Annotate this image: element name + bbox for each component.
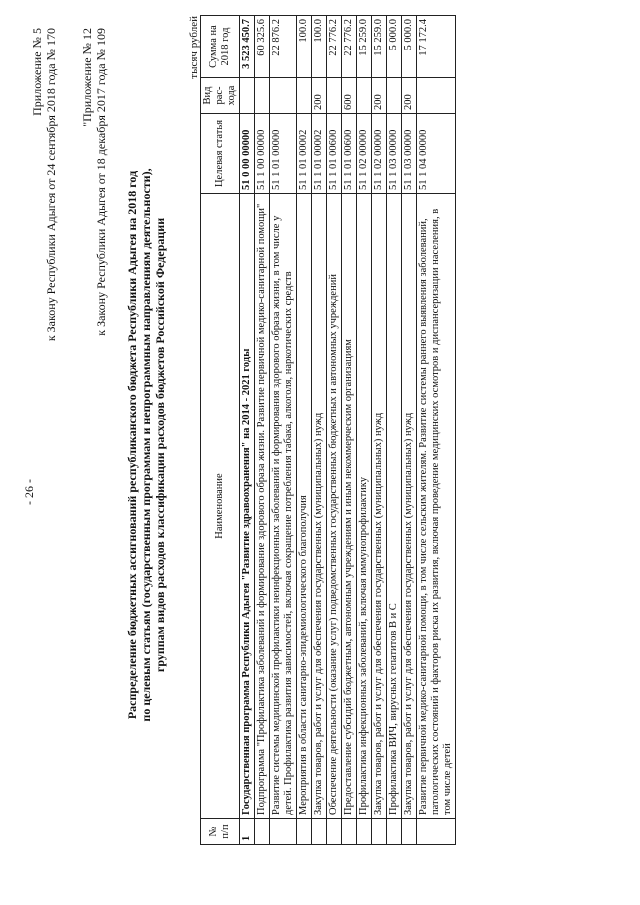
cell-sum: 5 000.0 — [402, 16, 417, 78]
cell-sum: 22 776.2 — [342, 16, 357, 78]
table-row — [417, 16, 456, 845]
cell-expense: 200 — [312, 78, 327, 114]
table-row — [357, 16, 372, 845]
cell-name: Обеспечение деятельности (оказание услуг) подведомственных государственных бюджетных и автономных учреждений — [327, 194, 342, 819]
table-row — [342, 16, 357, 845]
appendix-header — [30, 28, 58, 341]
cell-number — [270, 819, 297, 845]
cell-expense: 200 — [372, 78, 387, 114]
column-header-name: Наименование — [201, 194, 240, 819]
cell-sum: 15 259.0 — [357, 16, 372, 78]
column-header-target: Целевая статья — [201, 114, 240, 194]
cell-sum: 3 523 450.7 — [240, 16, 255, 78]
cell-sum: 100.0 — [312, 16, 327, 78]
table-row — [387, 16, 402, 845]
title-line: по целевым статьям (государственным программам и непрограммным направлениям деятельности), — [139, 168, 153, 722]
table-row — [240, 16, 255, 845]
cell-expense — [297, 78, 312, 114]
cell-name: Мероприятия в области санитарно-эпидемиологического благополучия — [297, 194, 312, 819]
cell-sum: 17 172.4 — [417, 16, 456, 78]
cell-name: Государственная программа Республики Адыгея "Развитие здравоохранения" на 2014 - 2021 годы — [240, 194, 255, 819]
cell-target: 51 1 01 00002 — [297, 114, 312, 194]
cell-sum: 5 000.0 — [387, 16, 402, 78]
cell-expense: 600 — [342, 78, 357, 114]
document-title — [125, 125, 167, 765]
cell-expense: 200 — [402, 78, 417, 114]
cell-name: Закупка товаров, работ и услуг для обеспечения государственных (муниципальных) нужд — [312, 194, 327, 819]
cell-expense — [327, 78, 342, 114]
table-body — [240, 16, 456, 845]
cell-target: 51 1 00 00000 — [255, 114, 270, 194]
cell-sum: 22 876.2 — [270, 16, 297, 78]
table-row — [327, 16, 342, 845]
cell-target: 51 1 01 00600 — [342, 114, 357, 194]
cell-expense — [357, 78, 372, 114]
cell-expense — [270, 78, 297, 114]
law-reference: к Закону Республики Адыгея от 24 сентября 2018 года № 170 — [44, 28, 58, 342]
cell-name: Развитие системы медицинской профилактики неинфекционных заболеваний и формирования здорового образа жизни, в том числе у детей. Профилактика развития зависимостей, включая сокращение потребления табака, алкоголя, наркотических средств — [270, 194, 297, 819]
table-row — [297, 16, 312, 845]
table-row — [255, 16, 270, 845]
cell-number — [417, 819, 456, 845]
table-row — [372, 16, 387, 845]
cell-expense — [240, 78, 255, 114]
table-row — [312, 16, 327, 845]
cell-target: 51 1 01 00000 — [270, 114, 297, 194]
cell-target: 51 1 02 00000 — [372, 114, 387, 194]
appendix-line: "Приложение № 12 — [80, 28, 94, 127]
cell-target: 51 1 01 00002 — [312, 114, 327, 194]
cell-name: Профилактика ВИЧ, вирусных гепатитов В и С — [387, 194, 402, 819]
cell-sum: 15 259.0 — [372, 16, 387, 78]
cell-target: 51 1 01 00600 — [327, 114, 342, 194]
cell-number — [372, 819, 387, 845]
cell-name: Закупка товаров, работ и услуг для обеспечения государственных (муниципальных) нужд — [372, 194, 387, 819]
table-header-row — [201, 16, 240, 845]
column-header-number: № п/п — [201, 819, 240, 845]
previous-appendix-header — [80, 28, 108, 336]
cell-target: 51 1 04 00000 — [417, 114, 456, 194]
table-row — [402, 16, 417, 845]
column-header-sum: Сумма на 2018 год — [201, 16, 240, 78]
cell-sum: 100.0 — [297, 16, 312, 78]
cell-number — [387, 819, 402, 845]
cell-number — [342, 819, 357, 845]
cell-number: 1 — [240, 819, 255, 845]
title-line: Распределение бюджетных ассигнований республиканского бюджета Республики Адыгея на 2018 год — [125, 170, 139, 720]
column-header-expense: Вид рас- хода — [201, 78, 240, 114]
cell-name: Предоставление субсидий бюджетным, автономным учреждениям и иным некоммерческим организациям — [342, 194, 357, 819]
cell-name: Закупка товаров, работ и услуг для обеспечения государственных (муниципальных) нужд — [402, 194, 417, 819]
cell-name: Развитие первичной медико-санитарной помощи, в том числе сельским жителям. Развитие системы раннего выявления заболеваний, патологических состояний и факторов риска их развития, включая проведение медицинских осмотров и диспансеризации населения, в том числе детей — [417, 194, 456, 819]
cell-number — [357, 819, 372, 845]
title-line: группам видов расходов классификации расходов бюджетов Российской Федерации — [153, 217, 167, 673]
cell-expense — [417, 78, 456, 114]
cell-sum: 22 776.2 — [327, 16, 342, 78]
law-reference: к Закону Республики Адыгея от 18 декабря 2017 года № 109 — [94, 28, 108, 336]
cell-name: Профилактика инфекционных заболеваний, включая иммунопрофилактику — [357, 194, 372, 819]
cell-sum: 60 325.6 — [255, 16, 270, 78]
cell-number — [402, 819, 417, 845]
cell-target: 51 1 03 00000 — [387, 114, 402, 194]
cell-number — [297, 819, 312, 845]
cell-number — [255, 819, 270, 845]
cell-number — [312, 819, 327, 845]
budget-table — [200, 15, 456, 845]
appendix-line: Приложение № 5 — [30, 28, 44, 116]
cell-target: 51 0 00 00000 — [240, 114, 255, 194]
units-label: тысяч рублей — [188, 16, 200, 79]
cell-expense — [255, 78, 270, 114]
page-number: - 26 - — [22, 479, 36, 505]
cell-target: 51 1 03 00000 — [402, 114, 417, 194]
table-row — [270, 16, 297, 845]
cell-number — [327, 819, 342, 845]
cell-name: Подпрограмма "Профилактика заболеваний и формирование здорового образа жизни. Развитие первичной медико-санитарной помощи" — [255, 194, 270, 819]
cell-expense — [387, 78, 402, 114]
cell-target: 51 1 02 00000 — [357, 114, 372, 194]
